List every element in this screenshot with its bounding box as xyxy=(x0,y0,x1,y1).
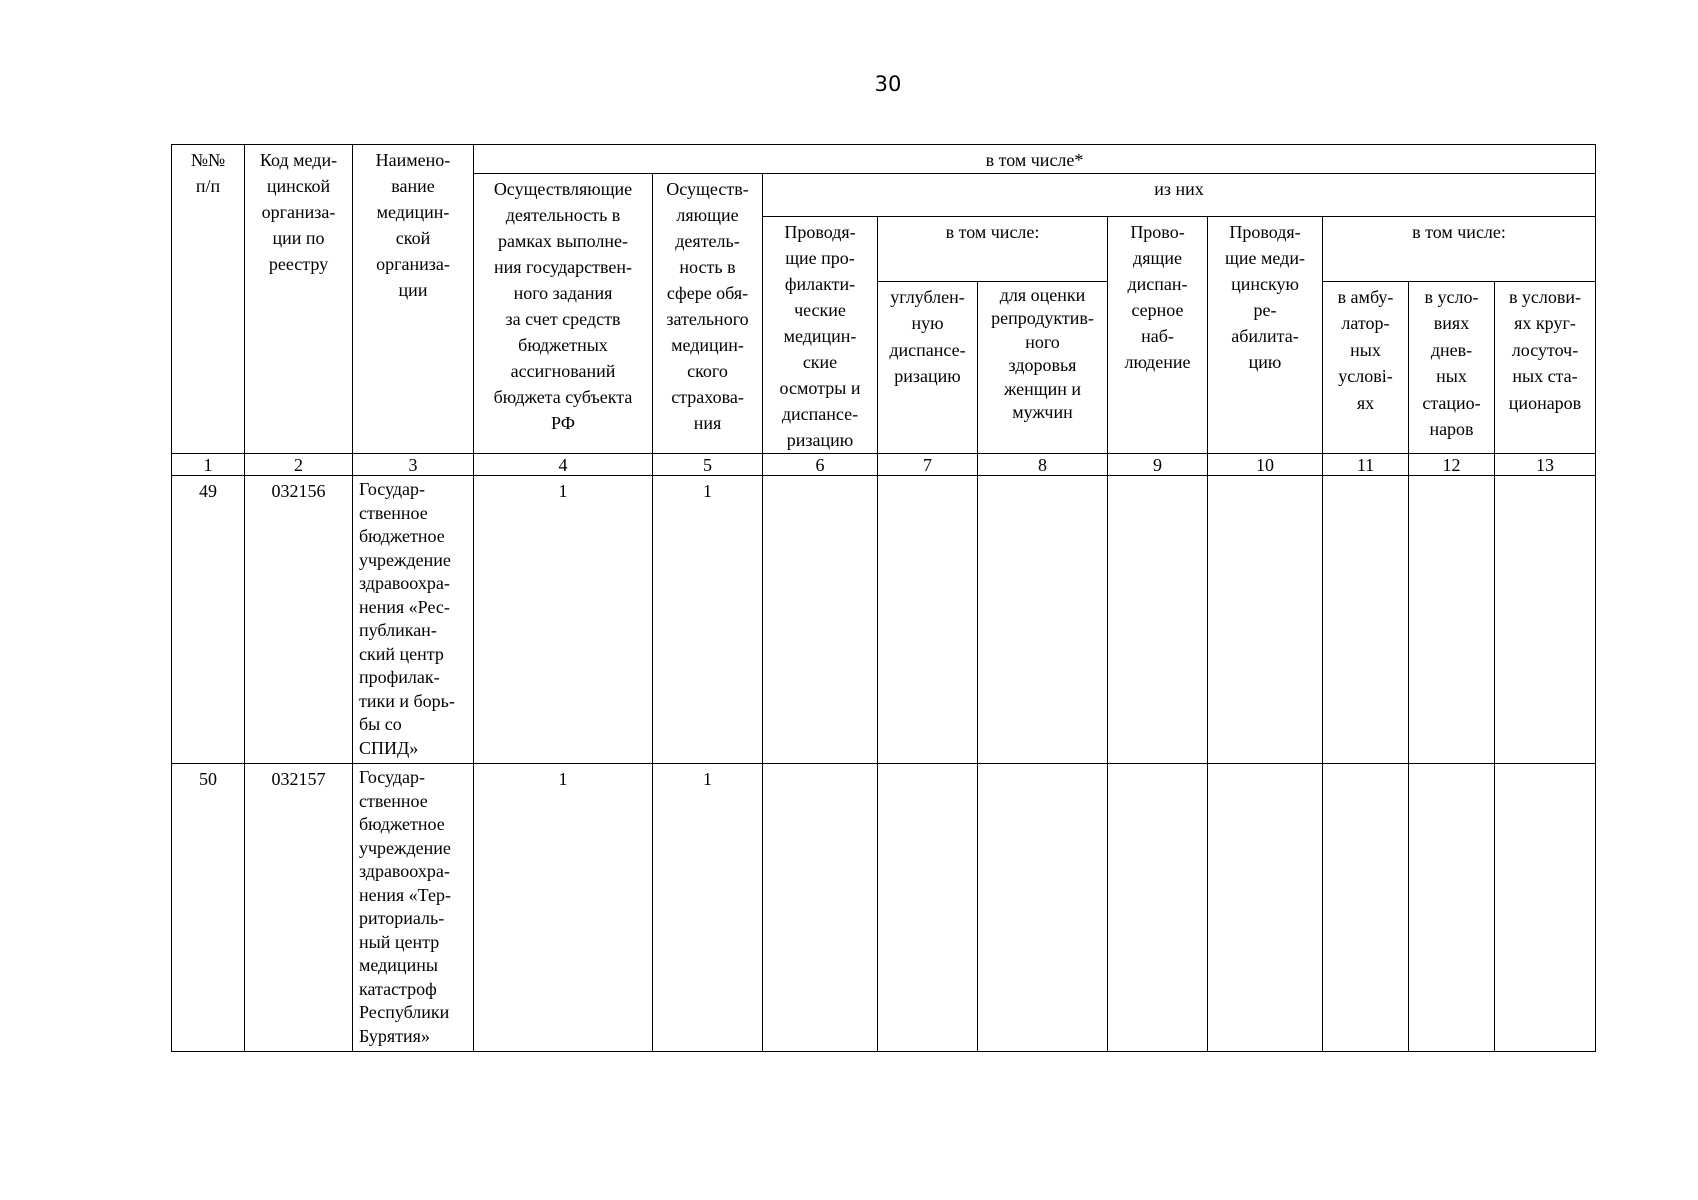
header-cell-org-name: Наимено- вание медицин- ской организа- ции xyxy=(353,145,474,454)
header-cell-preventive-exams: Проводя- щие про- филакти- ческие медицин- ские осмотры и диспансе- ризацию xyxy=(763,217,878,454)
column-number: 10 xyxy=(1208,454,1323,476)
header-cell-including-11-13: в том числе: xyxy=(1323,217,1596,282)
page-number: 30 xyxy=(874,72,902,96)
empty-cell xyxy=(1495,476,1596,764)
empty-cell xyxy=(763,476,878,764)
column-number: 6 xyxy=(763,454,878,476)
empty-cell xyxy=(878,764,978,1052)
table-row xyxy=(172,476,1596,764)
header-cell-of-them: из них xyxy=(763,174,1596,217)
column-numbers-row xyxy=(172,454,1596,476)
medical-organizations-table xyxy=(171,144,1596,1052)
org-code: 032157 xyxy=(245,764,353,1052)
empty-cell xyxy=(1108,476,1208,764)
column-number: 5 xyxy=(653,454,763,476)
org-name: Государ- ственное бюджетное учреждение здравоохра- нения «Тер- риториаль- ный центр медицины катастроф Республики Бурятия» xyxy=(353,764,474,1052)
column-number: 4 xyxy=(474,454,653,476)
empty-cell xyxy=(1323,764,1409,1052)
empty-cell xyxy=(1208,764,1323,1052)
empty-cell xyxy=(978,476,1108,764)
column-number: 11 xyxy=(1323,454,1409,476)
compulsory-insurance-value: 1 xyxy=(653,764,763,1052)
header-cell-including-7-8: в том числе: xyxy=(878,217,1108,282)
header-row-1 xyxy=(172,145,1596,174)
state-assignment-value: 1 xyxy=(474,476,653,764)
empty-cell xyxy=(763,764,878,1052)
column-number: 2 xyxy=(245,454,353,476)
header-cell-rehabilitation: Проводя- щие меди- цинскую ре- абилита- цию xyxy=(1208,217,1323,454)
header-cell-number: №№ п/п xyxy=(172,145,245,454)
column-number: 9 xyxy=(1108,454,1208,476)
header-cell-outpatient: в амбу- латор- ных условi- ях xyxy=(1323,281,1409,453)
row-number: 49 xyxy=(172,476,245,764)
header-cell-org-code: Код меди- цинской организа- ции по реестру xyxy=(245,145,353,454)
header-cell-state-assignment: Осуществляющие деятельность в рамках выполне- ния государствен- ного задания за счет средств бюджетных ассигнований бюджета субъекта РФ xyxy=(474,174,653,454)
row-number: 50 xyxy=(172,764,245,1052)
header-cell-day-hospital: в усло- виях днев- ных стацио- наров xyxy=(1409,281,1495,453)
column-number: 7 xyxy=(878,454,978,476)
empty-cell xyxy=(978,764,1108,1052)
empty-cell xyxy=(1208,476,1323,764)
header-cell-round-the-clock: в услови- ях круг- лосуточ- ных ста- ционаров xyxy=(1495,281,1596,453)
table-row xyxy=(172,764,1596,1052)
org-name: Государ- ственное бюджетное учреждение здравоохра- нения «Рес- публикан- ский центр профилак- тики и борь- бы со СПИД» xyxy=(353,476,474,764)
column-number: 1 xyxy=(172,454,245,476)
org-code: 032156 xyxy=(245,476,353,764)
empty-cell xyxy=(1108,764,1208,1052)
empty-cell xyxy=(1409,764,1495,1052)
header-cell-reproductive-health: для оценки репродуктив- ного здоровья женщин и мужчин xyxy=(978,281,1108,453)
column-number: 12 xyxy=(1409,454,1495,476)
header-cell-including: в том числе* xyxy=(474,145,1596,174)
empty-cell xyxy=(1323,476,1409,764)
column-number: 13 xyxy=(1495,454,1596,476)
empty-cell xyxy=(1409,476,1495,764)
header-cell-compulsory-insurance: Осуществ- ляющие деятель- ность в сфере обя- зательного медицин- ского страхова- ния xyxy=(653,174,763,454)
state-assignment-value: 1 xyxy=(474,764,653,1052)
empty-cell xyxy=(1495,764,1596,1052)
column-number: 3 xyxy=(353,454,474,476)
header-cell-in-depth-dispensary: углублен- ную диспансе- ризацию xyxy=(878,281,978,453)
compulsory-insurance-value: 1 xyxy=(653,476,763,764)
column-number: 8 xyxy=(978,454,1108,476)
empty-cell xyxy=(878,476,978,764)
header-cell-dispensary-observation: Прово- дящие диспан- серное наб- людение xyxy=(1108,217,1208,454)
